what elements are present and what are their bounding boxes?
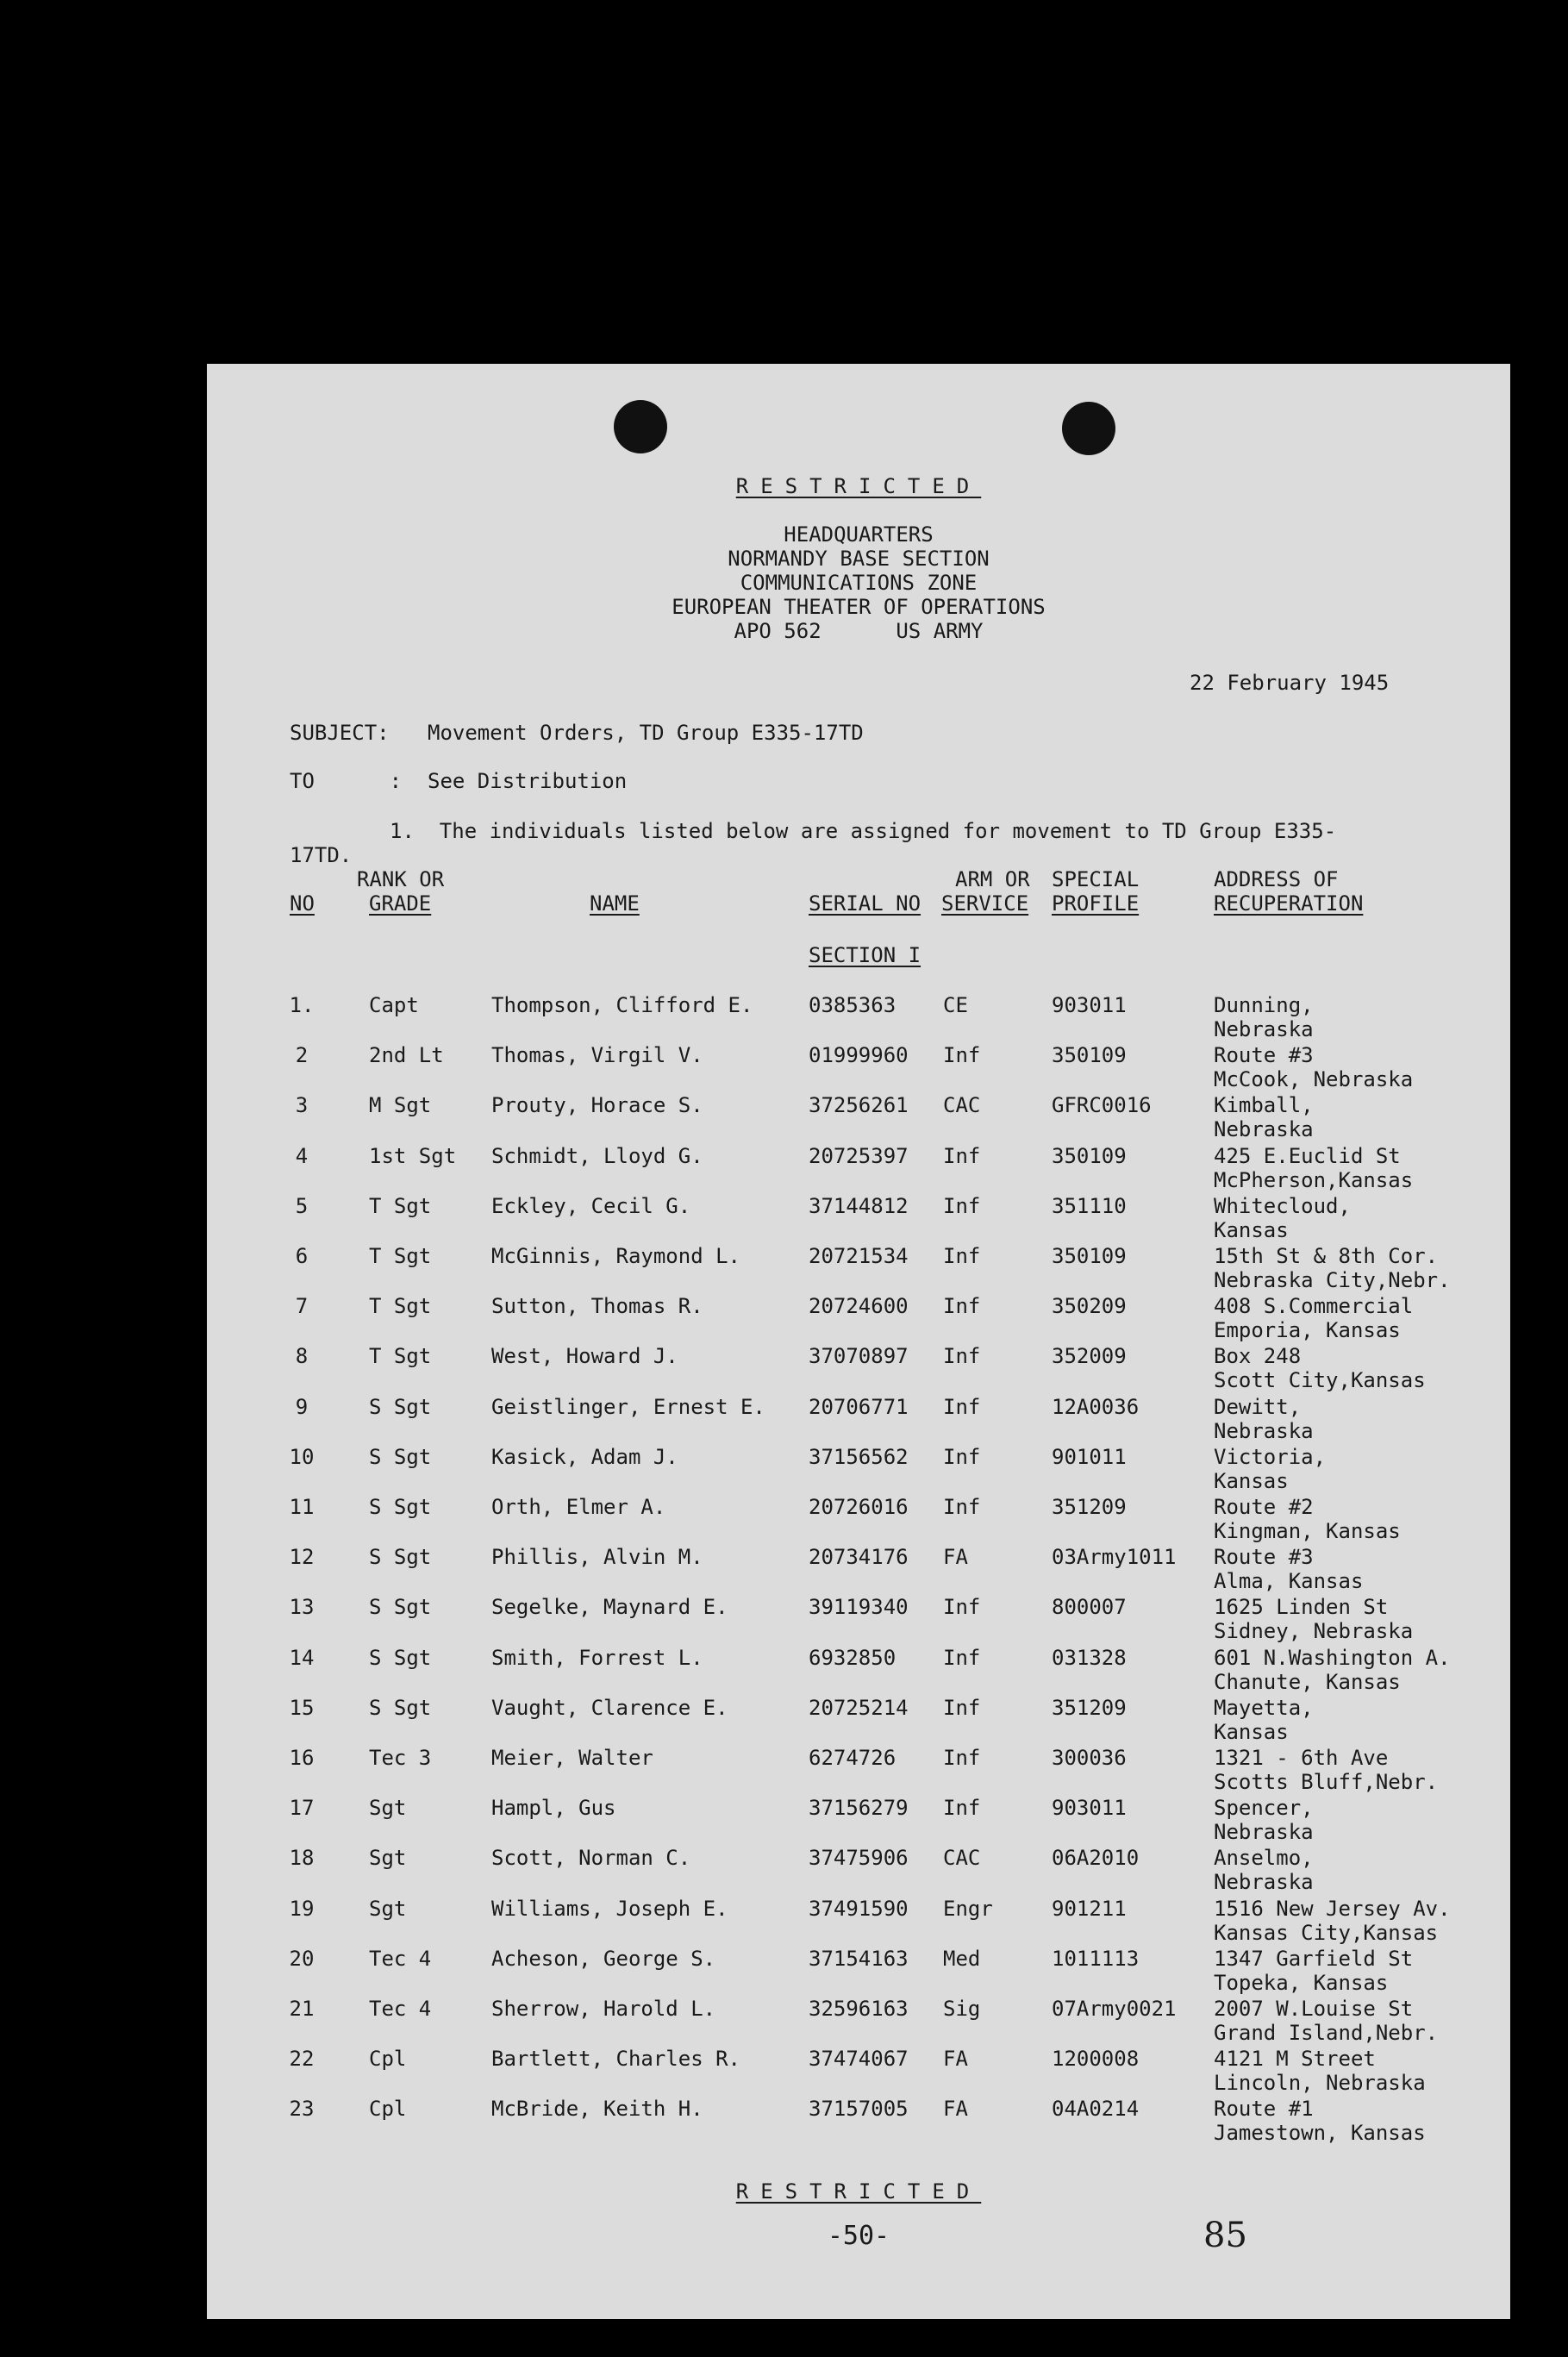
row-address-line-1: Dewitt,: [1214, 1394, 1302, 1419]
document-date: 22 February 1945: [1190, 671, 1390, 695]
row-address-line-1: 2007 W.Louise St: [1214, 1997, 1414, 2021]
row-arm: Inf: [943, 1344, 981, 1369]
row-no: 19: [289, 1896, 315, 1921]
row-profile: 351209: [1052, 1495, 1127, 1519]
row-profile: 12A0036: [1052, 1394, 1140, 1419]
row-address-line-1: Anselmo,: [1214, 1846, 1314, 1871]
row-address-line-2: McCook, Nebraska: [1214, 1067, 1414, 1092]
row-rank: T Sgt: [369, 1344, 432, 1369]
subject-label: SUBJECT:: [290, 721, 390, 745]
row-profile: 351110: [1052, 1193, 1127, 1218]
table-row: [207, 2097, 1510, 2147]
row-profile: 03Army1011: [1052, 1545, 1177, 1570]
table-row: [207, 1595, 1510, 1645]
row-profile: GFRC0016: [1052, 1093, 1152, 1118]
row-arm: Inf: [943, 1645, 981, 1670]
hq-line-3: COMMUNICATIONS ZONE: [740, 571, 978, 595]
row-rank: 2nd Lt: [369, 1043, 444, 1068]
table-row: [207, 1897, 1510, 1947]
row-serial: 01999960: [809, 1043, 909, 1068]
row-serial: 37144812: [809, 1193, 909, 1218]
col-address-top: ADDRESS OF: [1214, 867, 1339, 891]
row-address-line-1: 425 E.Euclid St: [1214, 1143, 1401, 1168]
row-address-line-2: Kansas: [1214, 1468, 1289, 1493]
table-row: [207, 1646, 1510, 1696]
col-arm-top: ARM OR: [955, 867, 1030, 891]
row-rank: Tec 4: [369, 1946, 432, 1971]
row-arm: Inf: [943, 1746, 981, 1770]
row-arm: Engr: [943, 1896, 993, 1921]
table-row: [207, 1796, 1510, 1846]
row-address-line-2: Alma, Kansas: [1214, 1569, 1364, 1594]
row-arm: Sig: [943, 1997, 981, 2021]
row-serial: 20725397: [809, 1143, 909, 1168]
table-row: [207, 1194, 1510, 1244]
row-serial: 37491590: [809, 1896, 909, 1921]
row-profile: 04A0214: [1052, 2097, 1140, 2122]
row-address-line-2: Scotts Bluff,Nebr.: [1214, 1770, 1439, 1794]
row-no: 18: [289, 1846, 315, 1871]
row-no: 12: [289, 1545, 315, 1570]
row-arm: Inf: [943, 1695, 981, 1720]
row-address-line-1: Mayetta,: [1214, 1695, 1314, 1720]
paragraph-line-2: 17TD.: [290, 843, 353, 867]
row-no: 21: [289, 1997, 315, 2021]
table-row: [207, 1445, 1510, 1495]
row-serial: 20734176: [809, 1545, 909, 1570]
table-row: [207, 1545, 1510, 1595]
row-rank: Tec 3: [369, 1746, 432, 1770]
row-arm: Inf: [943, 1595, 981, 1620]
row-name: Meier, Walter: [491, 1746, 653, 1770]
row-no: 4: [295, 1143, 309, 1168]
row-rank: S Sgt: [369, 1394, 432, 1419]
table-row: [207, 1043, 1510, 1093]
row-profile: 351209: [1052, 1695, 1127, 1720]
row-name: Vaught, Clarence E.: [491, 1695, 728, 1720]
row-address-line-1: Route #3: [1214, 1545, 1314, 1570]
table-row: [207, 1997, 1510, 2047]
row-profile: 350109: [1052, 1043, 1127, 1068]
col-serial: SERIAL NO: [809, 891, 921, 916]
subject-value: Movement Orders, TD Group E335-17TD: [428, 721, 864, 745]
punch-hole-right: [1062, 402, 1115, 455]
restricted-footer: RESTRICTED: [735, 2179, 982, 2204]
row-no: 20: [289, 1946, 315, 1971]
row-rank: S Sgt: [369, 1545, 432, 1570]
row-serial: 20724600: [809, 1294, 909, 1319]
hq-line-1: HEADQUARTERS: [784, 522, 934, 547]
row-name: Sutton, Thomas R.: [491, 1294, 703, 1319]
row-rank: Tec 4: [369, 1997, 432, 2021]
row-no: 8: [295, 1344, 309, 1369]
col-profile-top: SPECIAL: [1052, 867, 1140, 891]
row-rank: Cpl: [369, 2097, 407, 2122]
row-no: 15: [289, 1695, 315, 1720]
row-rank: S Sgt: [369, 1695, 432, 1720]
row-profile: 350109: [1052, 1244, 1127, 1268]
row-profile: 901011: [1052, 1444, 1127, 1469]
row-no: 2: [295, 1043, 309, 1068]
stamp-number: 85: [1203, 2216, 1247, 2255]
row-address-line-2: Nebraska: [1214, 1820, 1314, 1845]
row-no: 6: [295, 1244, 309, 1268]
hq-line-2: NORMANDY BASE SECTION: [728, 547, 990, 571]
col-rank-bottom: GRADE: [369, 891, 432, 916]
row-rank: T Sgt: [369, 1193, 432, 1218]
row-no: 16: [289, 1746, 315, 1770]
row-address-line-1: 1347 Garfield St: [1214, 1946, 1414, 1971]
row-serial: 20721534: [809, 1244, 909, 1268]
row-address-line-1: Kimball,: [1214, 1093, 1314, 1118]
row-address-line-1: Whitecloud,: [1214, 1193, 1351, 1218]
table-row: [207, 1696, 1510, 1746]
row-serial: 37156562: [809, 1444, 909, 1469]
row-name: Hampl, Gus: [491, 1796, 616, 1821]
row-name: Kasick, Adam J.: [491, 1444, 678, 1469]
row-address-line-2: Nebraska: [1214, 1870, 1314, 1895]
row-serial: 6274726: [809, 1746, 896, 1770]
document-page: [207, 364, 1510, 2319]
row-address-line-1: 4121 M Street: [1214, 2047, 1376, 2072]
row-name: Schmidt, Lloyd G.: [491, 1143, 703, 1168]
row-address-line-1: 1321 - 6th Ave: [1214, 1746, 1389, 1770]
row-address-line-1: Spencer,: [1214, 1796, 1314, 1821]
table-row: [207, 993, 1510, 1043]
restricted-header: RESTRICTED: [735, 474, 982, 498]
row-arm: CAC: [943, 1093, 981, 1118]
row-arm: FA: [943, 1545, 968, 1570]
row-name: Sherrow, Harold L.: [491, 1997, 716, 2021]
row-profile: 06A2010: [1052, 1846, 1140, 1871]
row-name: Smith, Forrest L.: [491, 1645, 703, 1670]
row-arm: Inf: [943, 1394, 981, 1419]
row-rank: Capt: [369, 993, 419, 1017]
table-row: [207, 1846, 1510, 1896]
row-name: Eckley, Cecil G.: [491, 1193, 691, 1218]
col-no: NO: [290, 891, 315, 916]
row-address-line-1: Route #3: [1214, 1043, 1314, 1068]
col-name: NAME: [590, 891, 640, 916]
table-row: [207, 1495, 1510, 1545]
row-address-line-2: Nebraska: [1214, 1117, 1314, 1142]
row-address-line-1: 408 S.Commercial: [1214, 1294, 1414, 1319]
row-no: 11: [289, 1495, 315, 1519]
row-profile: 1200008: [1052, 2047, 1140, 2072]
row-address-line-2: Lincoln, Nebraska: [1214, 2071, 1426, 2096]
row-serial: 20706771: [809, 1394, 909, 1419]
row-address-line-2: Nebraska: [1214, 1017, 1314, 1041]
row-address-line-2: Scott City,Kansas: [1214, 1368, 1426, 1393]
table-row: [207, 1144, 1510, 1194]
row-name: West, Howard J.: [491, 1344, 678, 1369]
row-serial: 37474067: [809, 2047, 909, 2072]
row-address-line-1: Route #1: [1214, 2097, 1314, 2122]
row-address-line-1: Dunning,: [1214, 993, 1314, 1017]
row-name: Thompson, Clifford E.: [491, 993, 753, 1017]
row-name: Geistlinger, Ernest E.: [491, 1394, 765, 1419]
row-address-line-2: Sidney, Nebraska: [1214, 1619, 1414, 1644]
row-address-line-1: Victoria,: [1214, 1444, 1327, 1469]
row-address-line-2: Jamestown, Kansas: [1214, 2121, 1426, 2146]
row-name: Orth, Elmer A.: [491, 1495, 666, 1519]
to-label: TO :: [290, 769, 403, 793]
row-rank: 1st Sgt: [369, 1143, 457, 1168]
table-row: [207, 1746, 1510, 1796]
row-arm: Med: [943, 1946, 981, 1971]
col-address-bottom: RECUPERATION: [1214, 891, 1364, 916]
row-no: 9: [295, 1394, 309, 1419]
row-name: McBride, Keith H.: [491, 2097, 703, 2122]
row-rank: S Sgt: [369, 1595, 432, 1620]
row-arm: CE: [943, 993, 968, 1017]
col-profile-bottom: PROFILE: [1052, 891, 1140, 916]
row-serial: 37157005: [809, 2097, 909, 2122]
row-no: 14: [289, 1645, 315, 1670]
row-rank: S Sgt: [369, 1645, 432, 1670]
row-name: Bartlett, Charles R.: [491, 2047, 740, 2072]
row-name: Williams, Joseph E.: [491, 1896, 728, 1921]
row-address-line-2: Grand Island,Nebr.: [1214, 2021, 1439, 2045]
row-address-line-2: Chanute, Kansas: [1214, 1669, 1401, 1694]
row-serial: 6932850: [809, 1645, 896, 1670]
table-row: [207, 1294, 1510, 1344]
row-arm: Inf: [943, 1495, 981, 1519]
row-name: McGinnis, Raymond L.: [491, 1244, 740, 1268]
row-profile: 350209: [1052, 1294, 1127, 1319]
row-no: 1.: [289, 993, 315, 1017]
section-title: SECTION I: [809, 943, 921, 967]
table-row: [207, 1395, 1510, 1445]
row-address-line-1: 601 N.Washington A.: [1214, 1645, 1451, 1670]
hq-line-5: APO 562 US ARMY: [734, 619, 984, 643]
row-serial: 37156279: [809, 1796, 909, 1821]
row-address-line-1: 1516 New Jersey Av.: [1214, 1896, 1451, 1921]
row-no: 22: [289, 2047, 315, 2072]
row-profile: 350109: [1052, 1143, 1127, 1168]
row-address-line-2: Emporia, Kansas: [1214, 1318, 1401, 1343]
row-arm: Inf: [943, 1244, 981, 1268]
row-profile: 300036: [1052, 1746, 1127, 1770]
row-address-line-1: 15th St & 8th Cor.: [1214, 1244, 1439, 1268]
row-rank: Sgt: [369, 1796, 407, 1821]
table-row: [207, 2047, 1510, 2097]
table-row: [207, 1244, 1510, 1294]
row-serial: 37475906: [809, 1846, 909, 1871]
row-serial: 32596163: [809, 1997, 909, 2021]
row-rank: S Sgt: [369, 1444, 432, 1469]
row-no: 23: [289, 2097, 315, 2122]
row-address-line-1: Box 248: [1214, 1344, 1302, 1369]
row-address-line-1: 1625 Linden St: [1214, 1595, 1389, 1620]
row-serial: 39119340: [809, 1595, 909, 1620]
row-serial: 20726016: [809, 1495, 909, 1519]
row-arm: Inf: [943, 1796, 981, 1821]
row-rank: Sgt: [369, 1846, 407, 1871]
row-profile: 031328: [1052, 1645, 1127, 1670]
row-address-line-2: McPherson,Kansas: [1214, 1167, 1414, 1192]
row-arm: FA: [943, 2047, 968, 2072]
row-profile: 1011113: [1052, 1946, 1140, 1971]
row-rank: Cpl: [369, 2047, 407, 2072]
row-arm: Inf: [943, 1193, 981, 1218]
page-number: -50-: [827, 2221, 890, 2251]
to-value: See Distribution: [428, 769, 628, 793]
row-no: 17: [289, 1796, 315, 1821]
row-rank: Sgt: [369, 1896, 407, 1921]
row-arm: Inf: [943, 1444, 981, 1469]
row-rank: T Sgt: [369, 1294, 432, 1319]
punch-hole-left: [614, 400, 667, 453]
row-profile: 903011: [1052, 1796, 1127, 1821]
row-profile: 800007: [1052, 1595, 1127, 1620]
row-address-line-2: Kansas City,Kansas: [1214, 1920, 1439, 1945]
row-serial: 37070897: [809, 1344, 909, 1369]
row-profile: 901211: [1052, 1896, 1127, 1921]
row-serial: 37256261: [809, 1093, 909, 1118]
row-address-line-2: Nebraska City,Nebr.: [1214, 1268, 1451, 1292]
paragraph-line-1: 1. The individuals listed below are assigned for movement to TD Group E335-: [390, 819, 1337, 843]
row-arm: Inf: [943, 1294, 981, 1319]
table-row: [207, 1344, 1510, 1394]
row-serial: 0385363: [809, 993, 896, 1017]
hq-line-4: EUROPEAN THEATER OF OPERATIONS: [672, 595, 1046, 619]
row-serial: 37154163: [809, 1946, 909, 1971]
row-no: 5: [295, 1193, 309, 1218]
row-serial: 20725214: [809, 1695, 909, 1720]
row-profile: 352009: [1052, 1344, 1127, 1369]
row-arm: Inf: [943, 1043, 981, 1068]
row-rank: M Sgt: [369, 1093, 432, 1118]
row-name: Acheson, George S.: [491, 1946, 716, 1971]
row-arm: CAC: [943, 1846, 981, 1871]
row-name: Phillis, Alvin M.: [491, 1545, 703, 1570]
row-arm: Inf: [943, 1143, 981, 1168]
row-name: Prouty, Horace S.: [491, 1093, 703, 1118]
table-row: [207, 1947, 1510, 1997]
row-name: Segelke, Maynard E.: [491, 1595, 728, 1620]
col-arm-bottom: SERVICE: [941, 891, 1029, 916]
row-name: Scott, Norman C.: [491, 1846, 691, 1871]
row-profile: 07Army0021: [1052, 1997, 1177, 2021]
col-rank-top: RANK OR: [357, 867, 445, 891]
row-address-line-2: Kansas: [1214, 1217, 1289, 1242]
row-no: 10: [289, 1444, 315, 1469]
row-arm: FA: [943, 2097, 968, 2122]
row-address-line-2: Topeka, Kansas: [1214, 1970, 1389, 1995]
row-no: 13: [289, 1595, 315, 1620]
row-rank: S Sgt: [369, 1495, 432, 1519]
row-profile: 903011: [1052, 993, 1127, 1017]
row-address-line-2: Kingman, Kansas: [1214, 1519, 1401, 1543]
row-address-line-1: Route #2: [1214, 1495, 1314, 1519]
row-no: 7: [295, 1294, 309, 1319]
row-address-line-2: Kansas: [1214, 1719, 1289, 1744]
row-rank: T Sgt: [369, 1244, 432, 1268]
row-no: 3: [295, 1093, 309, 1118]
row-name: Thomas, Virgil V.: [491, 1043, 703, 1068]
table-row: [207, 1093, 1510, 1143]
row-address-line-2: Nebraska: [1214, 1418, 1314, 1443]
